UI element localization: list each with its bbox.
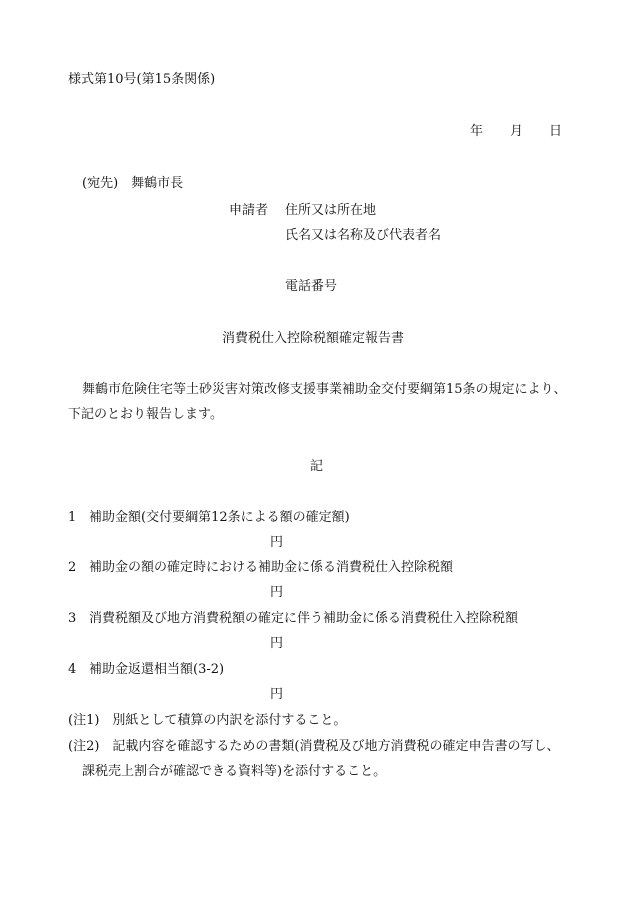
date-year-label: 年 <box>470 124 484 139</box>
ki-heading: 記 <box>310 459 324 474</box>
item-number: 1 <box>68 510 77 525</box>
item-text: 補助金返還相当額(3-2) <box>89 662 225 677</box>
addressee: (宛先) 舞鶴市長 <box>82 176 184 191</box>
item-text: 補助金額(交付要綱第12条による額の確定額) <box>89 510 350 525</box>
note-2-line-2: 課税売上割合が確認できる資料等)を添付すること。 <box>82 764 387 779</box>
item-unit: 円 <box>270 687 284 702</box>
applicant-name-label: 氏名又は名称及び代表者名 <box>285 228 442 243</box>
note-1: (注1) 別紙として積算の内訳を添付すること。 <box>68 713 347 728</box>
item-unit: 円 <box>270 535 284 550</box>
item-number: 3 <box>68 611 77 626</box>
body-text-line-2: 下記のとおり報告します。 <box>68 407 223 422</box>
applicant-address-label: 住所又は所在地 <box>285 203 377 218</box>
item-number: 4 <box>68 662 77 677</box>
applicant-phone-label: 電話番号 <box>285 279 338 294</box>
date-day-label: 日 <box>549 124 563 139</box>
body-text-line-1: 舞鶴市危険住宅等土砂災害対策改修支援事業補助金交付要綱第15条の規定により、 <box>82 382 567 397</box>
item-unit: 円 <box>270 636 284 651</box>
document-title: 消費税仕入控除税額確定報告書 <box>222 331 405 346</box>
applicant-label: 申請者 <box>229 203 269 218</box>
note-2-line-1: (注2) 記載内容を確認するための書類(消費税及び地方消費税の確定申告書の写し、 <box>68 739 560 754</box>
date-month-label: 月 <box>510 124 524 139</box>
item-unit: 円 <box>270 585 284 600</box>
item-text: 補助金の額の確定時における補助金に係る消費税仕入控除税額 <box>89 560 454 575</box>
form-number: 様式第10号(第15条関係) <box>68 72 216 87</box>
item-number: 2 <box>68 560 77 575</box>
item-text: 消費税額及び地方消費税額の確定に伴う補助金に係る消費税仕入控除税額 <box>89 611 519 626</box>
